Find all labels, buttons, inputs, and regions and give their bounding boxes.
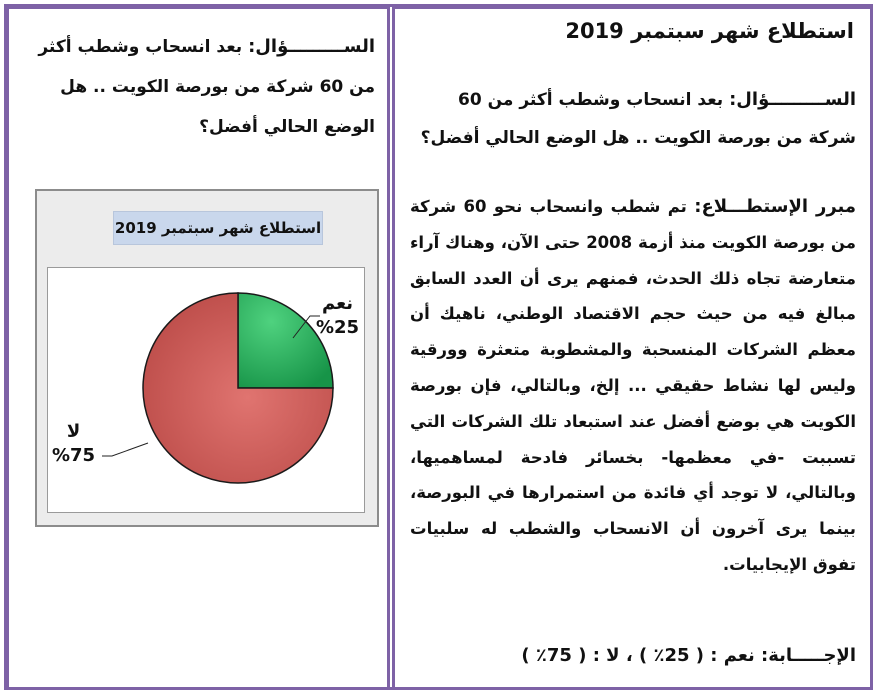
left-question-label: الســـــــــؤال: xyxy=(248,36,375,57)
no-leader-line xyxy=(102,443,148,456)
left-question-text: بعد انسحاب وشطب أكثر من 60 شركة من بورصة الكويت .. هل الوضع الحالي أفضل؟ xyxy=(38,37,375,137)
no-category-label: لا xyxy=(66,421,81,442)
justification-block xyxy=(410,189,856,583)
yes-category-label: نعم xyxy=(322,293,354,314)
question-text: بعد انسحاب وشطب أكثر من 60 شركة من بورصة الكويت .. هل الوضع الحالي أفضل؟ xyxy=(420,90,856,148)
justification-text: تم شطب وانسحاب نحو 60 شركة من بورصة الكويت منذ أزمة 2008 حتى الآن، وهناك آراء متعارضة تجاه ذلك الحدث، فمنهم يرى أن العدد السابق مبالغ فيه من حيث حجم الاقتصاد الوطني، ناهيك أن معظم الشركات المنسحبة والمشطوبة متعثرة وورقية وليس لها نشاط حقيقي ... إلخ، وبالتالي، فإن بورصة الكويت هي بوضع أفضل عند استبعاد تلك الشركات التي تسببت -في معظمها- بخسائر فادحة لمساهميها، وبالتالي، لا توجد أي فائدة من استمرارها في البورصة، بينما يرى آخرون أن الانسحاب والشطب له سلبيات تفوق الإيجابيات. xyxy=(410,197,856,574)
answer-label: الإجـــــابة: xyxy=(761,645,856,666)
no-value-label: %75 xyxy=(52,445,96,466)
plot-area xyxy=(47,267,365,513)
justification-label: مبرر الإستطـــلاع: xyxy=(694,196,857,217)
answer-text: نعم : ( 25٪ ) ، لا : ( 75٪ ) xyxy=(521,645,755,666)
yes-value-label: %25 xyxy=(316,317,360,338)
question-label: الســـــــــؤال: xyxy=(729,89,856,110)
right-panel xyxy=(392,6,873,690)
question-block xyxy=(416,81,856,157)
survey-title: استطلاع شهر سبتمبر 2019 xyxy=(565,19,854,43)
left-question-block xyxy=(19,27,375,147)
no-slice-label xyxy=(52,420,95,468)
yes-slice-label xyxy=(316,292,359,340)
answer-line xyxy=(521,645,856,666)
chart-frame xyxy=(35,189,379,527)
left-panel xyxy=(6,6,390,690)
chart-title: استطلاع شهر سبتمبر 2019 xyxy=(113,211,323,245)
